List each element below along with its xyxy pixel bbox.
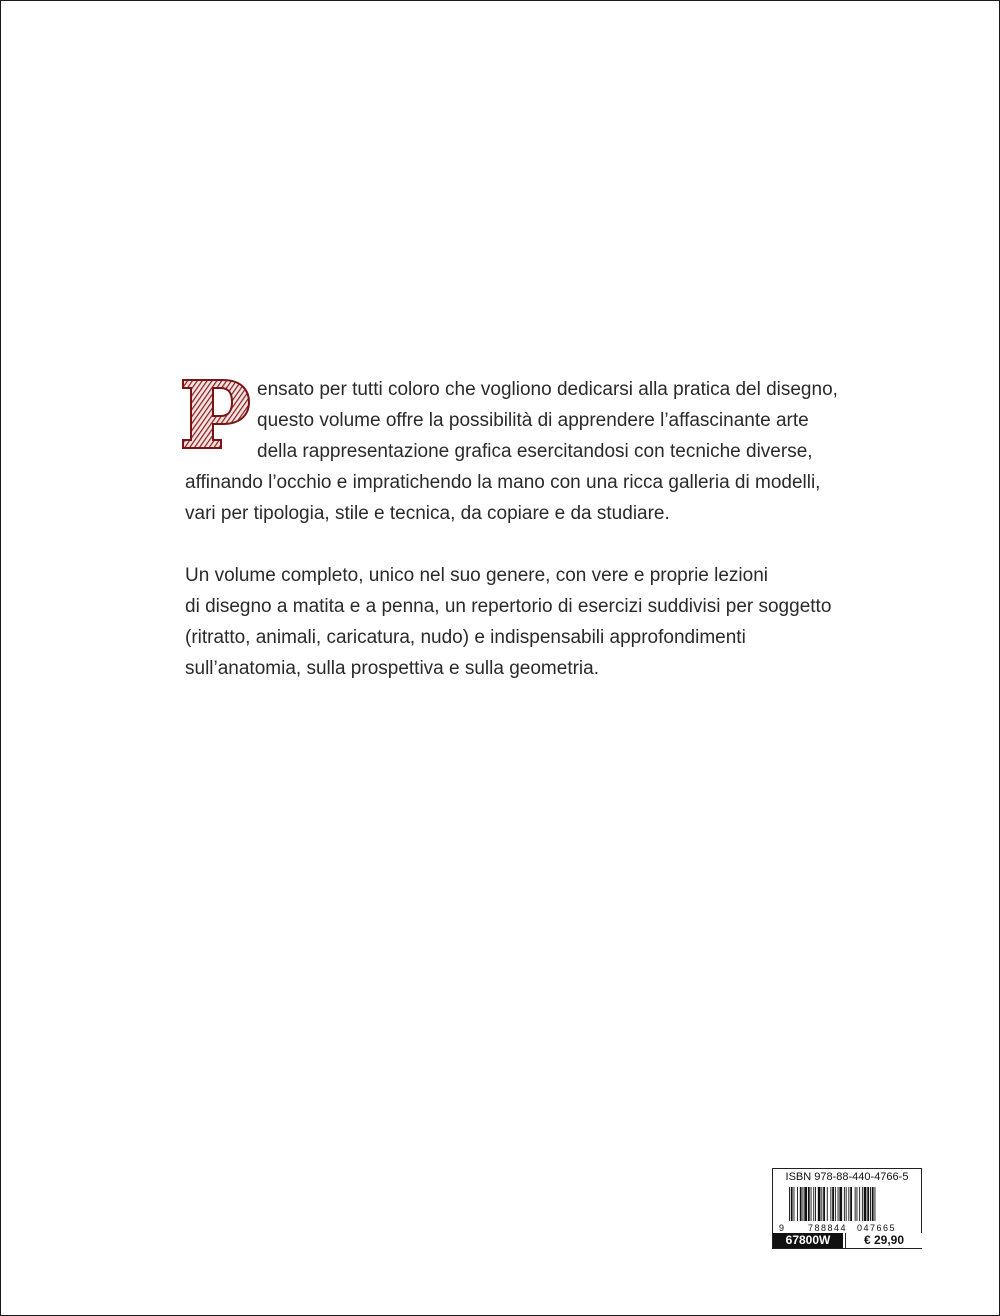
paragraph-1-line: vari per tipologia, stile e tecnica, da copiare e da studiare. <box>185 503 670 524</box>
barcode-digits-left: 788844 <box>808 1223 848 1233</box>
price: € 29,90 <box>845 1233 922 1248</box>
barcode-digits-right: 047665 <box>857 1223 897 1233</box>
paragraph-2-line: Un volume completo, unico nel suo genere, con vere e proprie lezioni <box>185 565 768 586</box>
product-code: 67800W <box>773 1233 843 1248</box>
isbn-barcode-label <box>772 1168 922 1249</box>
barcode-graphic <box>773 1185 921 1233</box>
paragraph-2-line: sull’anatomia, sulla prospettiva e sulla geometria. <box>185 658 599 679</box>
paragraph-2-line: di disegno a matita e a penna, un repertorio di esercizi suddivisi per soggetto <box>185 596 832 617</box>
paragraph-1-line: ensato per tutti coloro che vogliono dedicarsi alla pratica del disegno, <box>257 379 838 400</box>
paragraph-1-line: affinando l’occhio e impratichendo la mano con una ricca galleria di modelli, <box>185 472 821 493</box>
barcode-digit-first: 9 <box>779 1223 785 1233</box>
price-bar <box>773 1233 921 1248</box>
paragraph-1-line: della rappresentazione grafica esercitandosi con tecniche diverse, <box>257 441 813 462</box>
paragraph-2-line: (ritratto, animali, caricatura, nudo) e indispensabili approfondimenti <box>185 627 746 648</box>
paragraph-1-line: questo volume offre la possibilità di apprendere l’affascinante arte <box>257 410 809 431</box>
isbn-text: ISBN 978-88-440-4766-5 <box>785 1171 909 1183</box>
dropcap-letter-p <box>179 378 251 450</box>
